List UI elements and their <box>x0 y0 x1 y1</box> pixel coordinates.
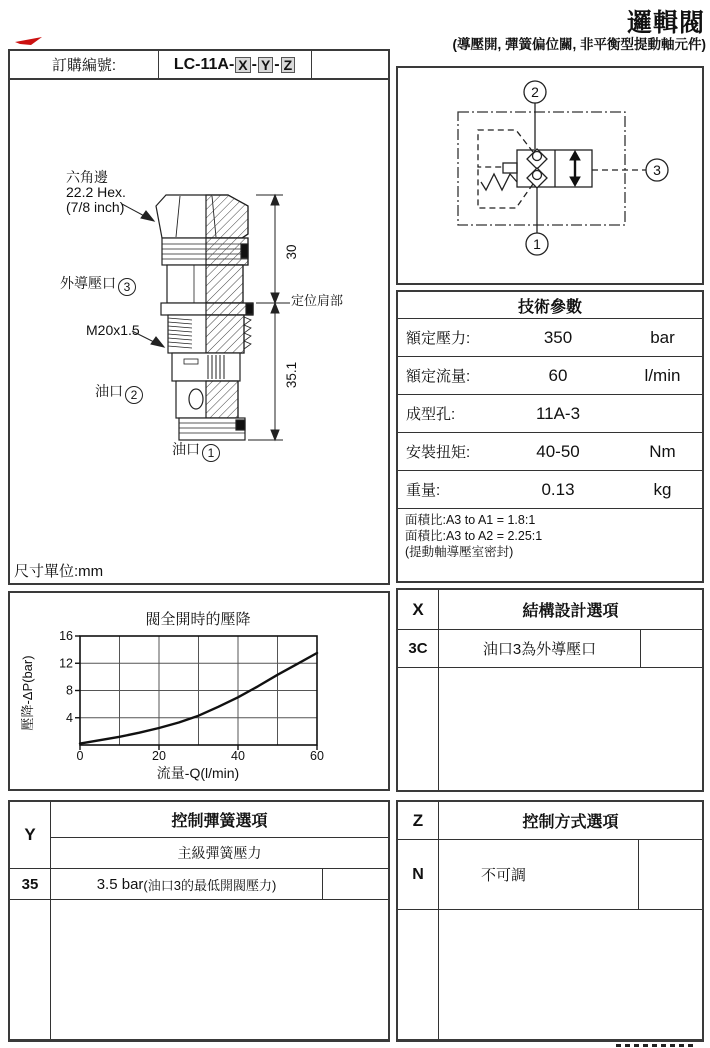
tech-label: 成型孔: <box>406 406 456 423</box>
tech-table-title: 技術參數 <box>398 292 702 319</box>
y-tick-4: 4 <box>66 711 73 725</box>
shoulder-label: 定位肩部 <box>291 293 344 308</box>
option-y-desc-cjk: (油口3的最低開閥壓力) <box>143 877 277 893</box>
option-z-title: 控制方式選項 <box>522 814 619 831</box>
order-empty-cell <box>312 51 388 78</box>
option-x-key-column <box>398 668 439 790</box>
option-z-key-column <box>398 910 439 1039</box>
pilot-port-label <box>60 276 136 296</box>
option-x-desc: 油口3為外導壓口 <box>482 641 597 658</box>
pressure-drop-chart-panel <box>8 591 390 791</box>
table-row <box>398 471 702 509</box>
tech-notes <box>398 509 702 563</box>
hex-label-line2: 22.2 Hex. <box>66 184 126 201</box>
y-tick-16: 16 <box>59 629 73 643</box>
page-title: 邏輯閥 <box>626 9 705 37</box>
order-number-label: 訂購編號: <box>51 57 117 74</box>
table-row <box>398 395 702 433</box>
tech-unit: kg <box>653 479 672 499</box>
hex-size-label <box>66 170 126 215</box>
clipped-footer-text <box>616 1044 696 1047</box>
option-y-desc-latin: 3.5 bar <box>96 875 144 893</box>
area-ratio-note-2: 面積比:A3 to A2 = 2.25:1 <box>405 529 543 543</box>
x-tick-20: 20 <box>152 749 166 763</box>
tech-value: 40-50 <box>536 441 580 461</box>
table-row <box>398 319 702 357</box>
tech-label: 重量: <box>406 482 441 499</box>
option-y-table <box>8 800 390 1042</box>
chart-title: 閥全開時的壓降 <box>145 611 251 628</box>
option-y-key-column <box>10 900 51 1039</box>
technical-parameters-table <box>396 290 704 583</box>
tech-unit: Nm <box>649 441 676 461</box>
y-axis-label: 壓降-ΔP(bar) <box>20 655 35 731</box>
thread-size-label: M20x1.5 <box>86 322 140 338</box>
pressure-drop-chart <box>10 593 388 789</box>
option-x-title: 結構設計選項 <box>522 603 619 620</box>
order-code-sep2: - <box>274 55 280 73</box>
option-y-code: 35 <box>10 869 51 899</box>
tech-value: 60 <box>548 365 568 385</box>
table-row <box>398 433 702 471</box>
table-row <box>398 840 702 910</box>
port2-label <box>95 384 143 404</box>
table-row <box>398 357 702 395</box>
order-number-box <box>8 49 390 80</box>
logo-mark <box>14 36 44 46</box>
order-code-y: Y <box>258 57 273 73</box>
dimension-drawing-panel <box>8 78 390 585</box>
option-y-title: 控制彈簧選項 <box>51 802 388 838</box>
tech-unit: bar <box>650 327 675 347</box>
page-subtitle: (導壓開, 彈簧偏位關, 非平衡型提動軸元件) <box>452 37 706 52</box>
option-y-subtitle: 主級彈簧壓力 <box>177 845 262 861</box>
option-y-empty-area <box>10 900 388 1039</box>
port1-text: 油口 <box>172 441 200 457</box>
tech-value: 350 <box>543 327 573 347</box>
option-x-table <box>396 588 704 792</box>
option-y-empty-cell <box>322 869 388 899</box>
port2-text: 油口 <box>95 383 123 399</box>
option-x-empty-area <box>398 668 702 790</box>
x-tick-40: 40 <box>231 749 245 763</box>
x-tick-60: 60 <box>310 749 324 763</box>
option-z-key: Z <box>398 802 439 839</box>
valve-body <box>156 195 253 440</box>
order-code-z: Z <box>281 57 296 73</box>
table-row <box>398 630 702 668</box>
x-tick-0: 0 <box>76 749 84 763</box>
table-row <box>10 869 388 900</box>
hydraulic-symbol <box>398 68 702 283</box>
y-tick-12: 12 <box>59 656 73 671</box>
pilot-port-number: 3 <box>118 278 136 296</box>
valve-cross-section-drawing <box>10 80 388 583</box>
order-code-sep1: - <box>251 55 257 73</box>
order-code <box>158 51 312 78</box>
dim-351-label: 35.1 <box>284 361 299 389</box>
y-tick-8: 8 <box>66 683 73 698</box>
option-z-empty-area <box>398 910 702 1039</box>
option-z-header <box>398 802 702 840</box>
seal-note: (提動軸導壓室密封) <box>405 545 514 559</box>
option-y-header <box>10 802 388 869</box>
option-y-key: Y <box>10 802 51 868</box>
symbol-port2-number: 2 <box>531 84 539 100</box>
tech-label: 額定流量: <box>406 368 471 385</box>
x-axis-label: 流量-Q(l/min) <box>156 765 240 781</box>
option-y-desc <box>51 869 322 899</box>
option-x-empty-cell <box>640 630 702 667</box>
symbol-port1-number: 1 <box>533 236 541 252</box>
tech-value: 0.13 <box>541 479 575 499</box>
port1-label <box>172 442 220 462</box>
tech-label: 安裝扭矩: <box>406 444 471 461</box>
tech-unit: l/min <box>644 365 681 385</box>
option-x-key: X <box>398 590 439 629</box>
symbol-port3-number: 3 <box>653 162 661 178</box>
hex-label-line1: 六角邊 <box>66 169 108 185</box>
order-code-prefix: LC-11A- <box>173 55 235 73</box>
port1-number: 1 <box>202 444 220 462</box>
option-z-code: N <box>398 840 439 909</box>
chart-grid <box>80 636 317 745</box>
option-z-table <box>396 800 704 1042</box>
tech-value: 11A-3 <box>535 403 581 423</box>
dimension-unit-note: 尺寸單位:mm <box>14 563 104 580</box>
option-z-desc: 不可調 <box>481 867 527 884</box>
area-ratio-note-1: 面積比:A3 to A1 = 1.8:1 <box>405 513 536 527</box>
port2-number: 2 <box>125 386 143 404</box>
tech-label: 額定壓力: <box>406 330 471 347</box>
hex-label-line3: (7/8 inch) <box>66 199 125 216</box>
hydraulic-symbol-panel <box>396 66 704 285</box>
pilot-port-text: 外導壓口 <box>60 275 116 291</box>
option-x-header <box>398 590 702 630</box>
option-x-code: 3C <box>398 630 439 667</box>
dim-30-label: 30 <box>284 244 299 260</box>
chart-ticks <box>75 636 317 750</box>
option-z-empty-cell <box>638 840 702 909</box>
order-code-x: X <box>235 57 250 73</box>
